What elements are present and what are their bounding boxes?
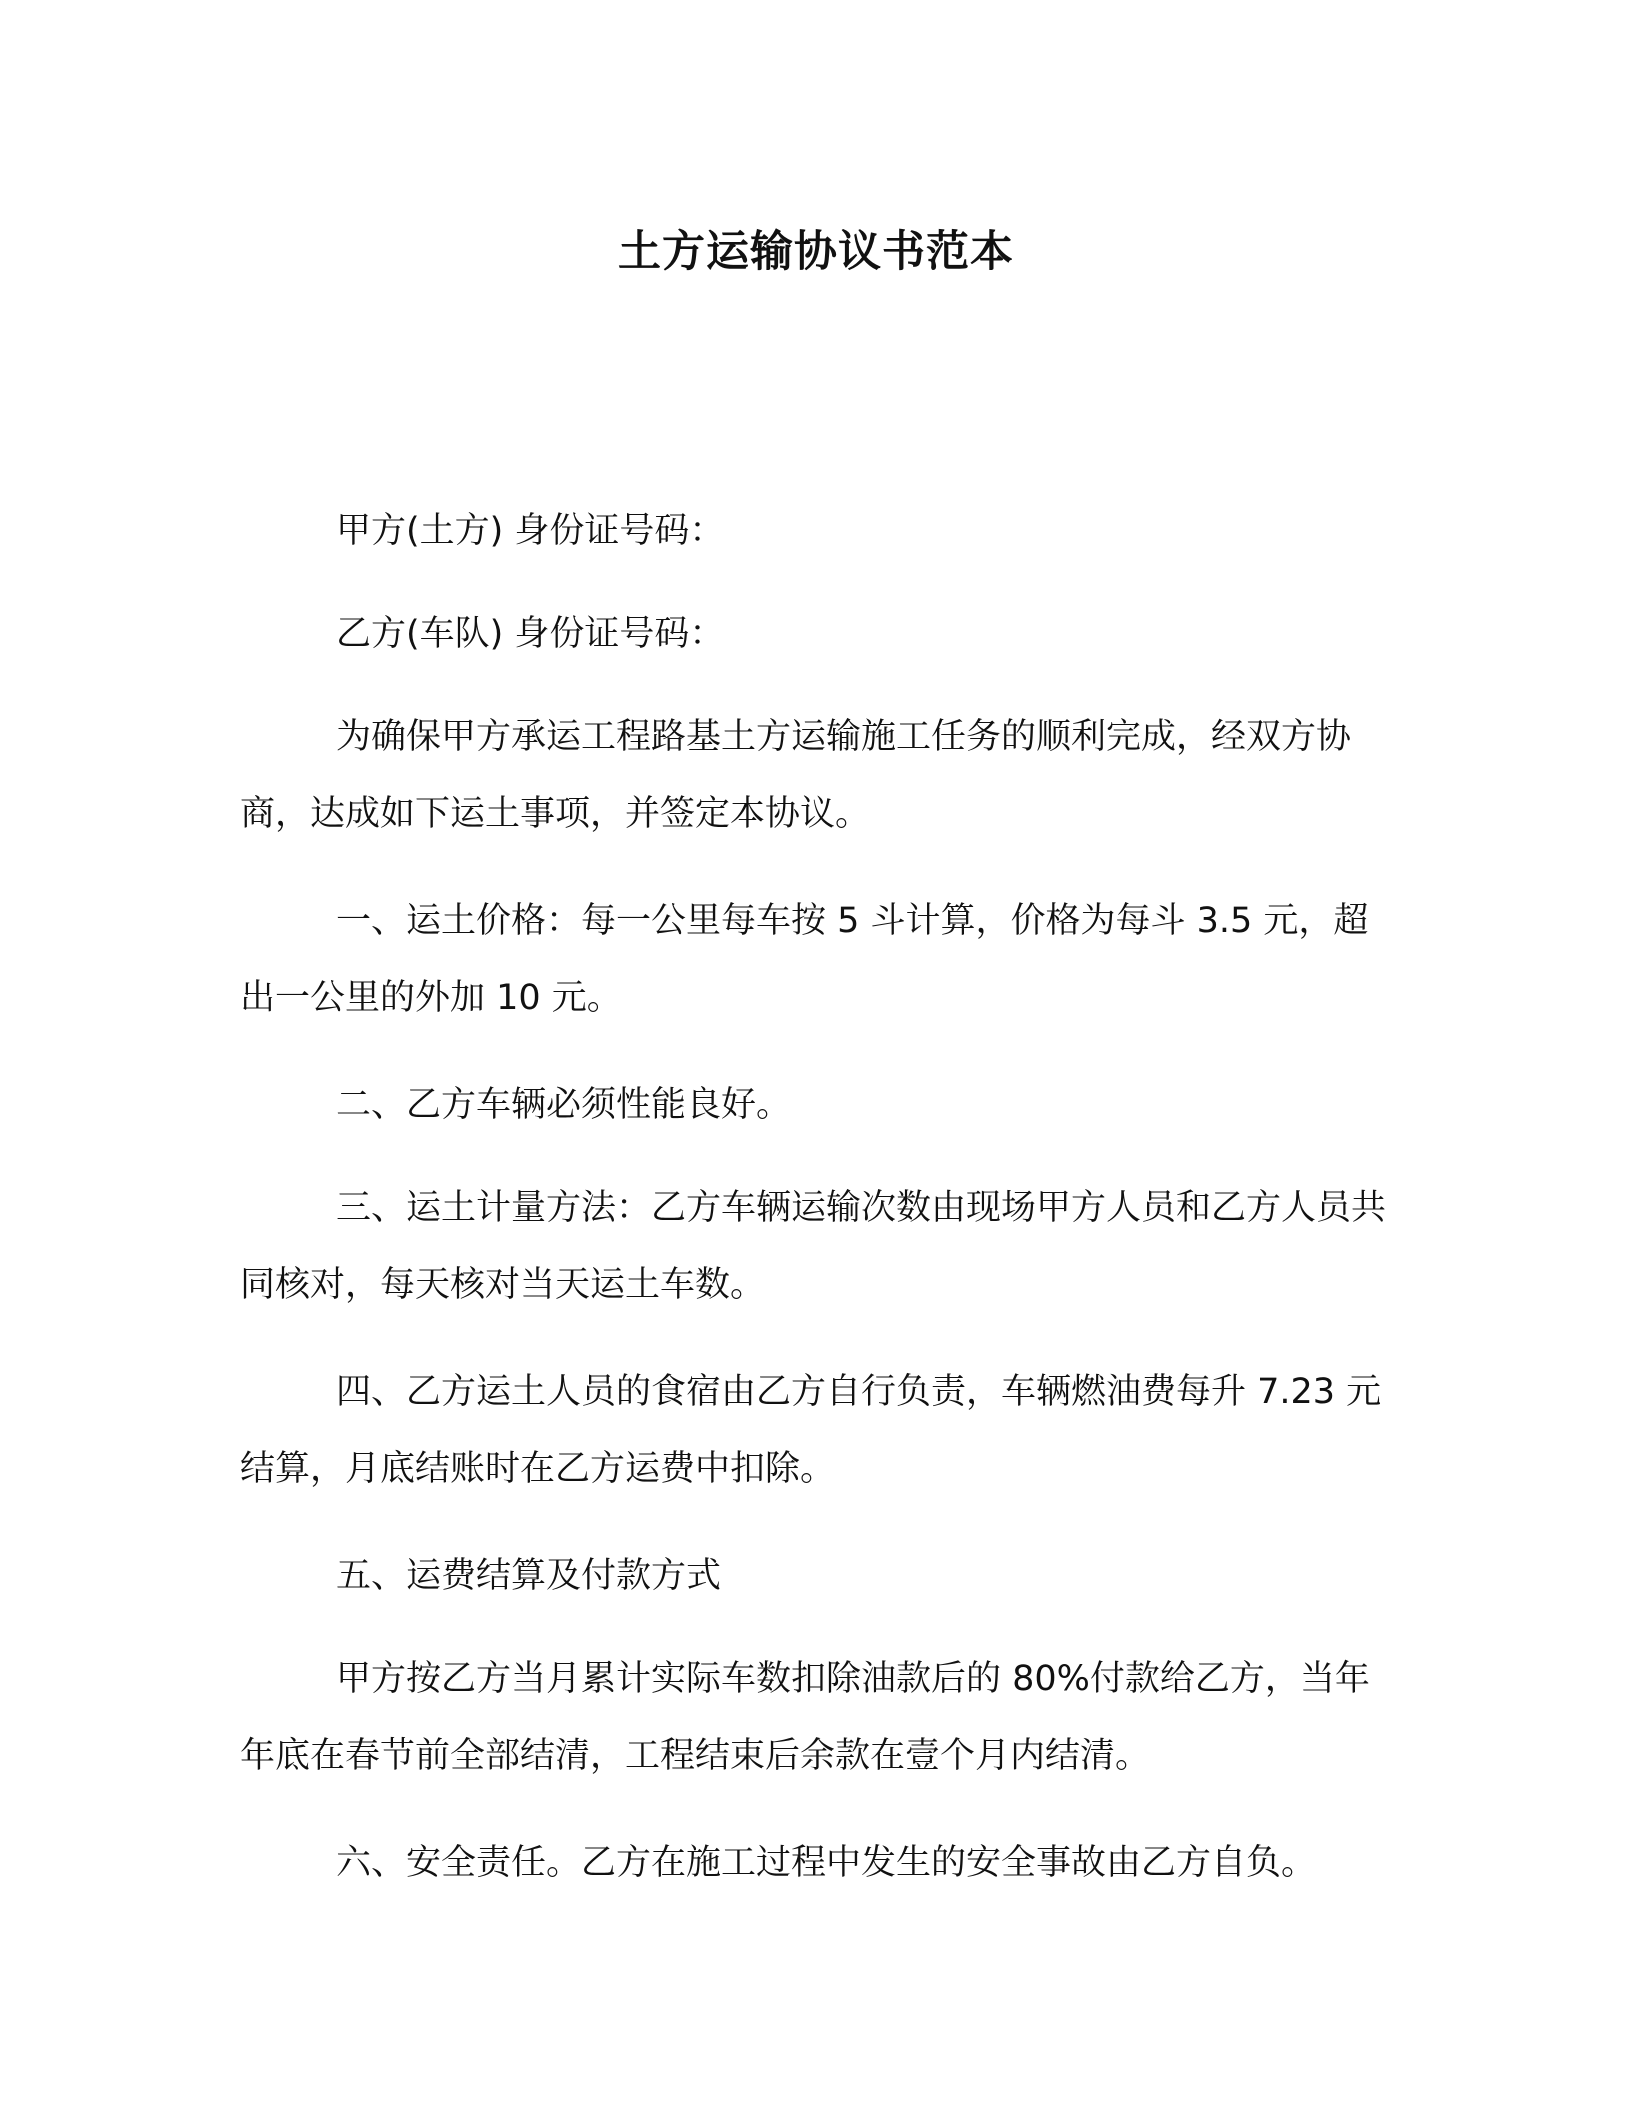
document-body: [240, 493, 1390, 1928]
clause-5-heading: 五、运费结算及付款方式: [336, 1556, 722, 1596]
clause-4-expenses: 四、乙方运土人员的食宿由乙方自行负责，车辆燃油费每升 7.23 元结算，月底结账时在乙方运费中扣除。: [240, 1372, 1382, 1489]
clause-5-payment: 甲方按乙方当月累计实际车数扣除油款后的 80%付款给乙方，当年年底在春节前全部结清，工程结束后余款在壹个月内结清。: [240, 1659, 1370, 1776]
clause-1-price: 一、运土价格：每一公里每车按 5 斗计算，价格为每斗 3.5 元，超出一公里的外加 10 元。: [240, 901, 1369, 1018]
clause-6-safety: 六、安全责任。乙方在施工过程中发生的安全事故由乙方自负。: [336, 1843, 1317, 1883]
document-title: 土方运输协议书范本: [618, 227, 1014, 277]
intro-paragraph: 为确保甲方承运工程路基土方运输施工任务的顺利完成，经双方协商，达成如下运土事项，并签定本协议。: [240, 717, 1352, 834]
party-b-line: 乙方(车队) 身份证号码：: [336, 614, 725, 654]
party-a-line: 甲方(土方) 身份证号码：: [336, 511, 725, 551]
clause-2-vehicle: 二、乙方车辆必须性能良好。: [336, 1085, 792, 1125]
clause-3-measurement: 三、运土计量方法：乙方车辆运输次数由现场甲方人员和乙方人员共同核对，每天核对当天运土车数。: [240, 1188, 1387, 1305]
